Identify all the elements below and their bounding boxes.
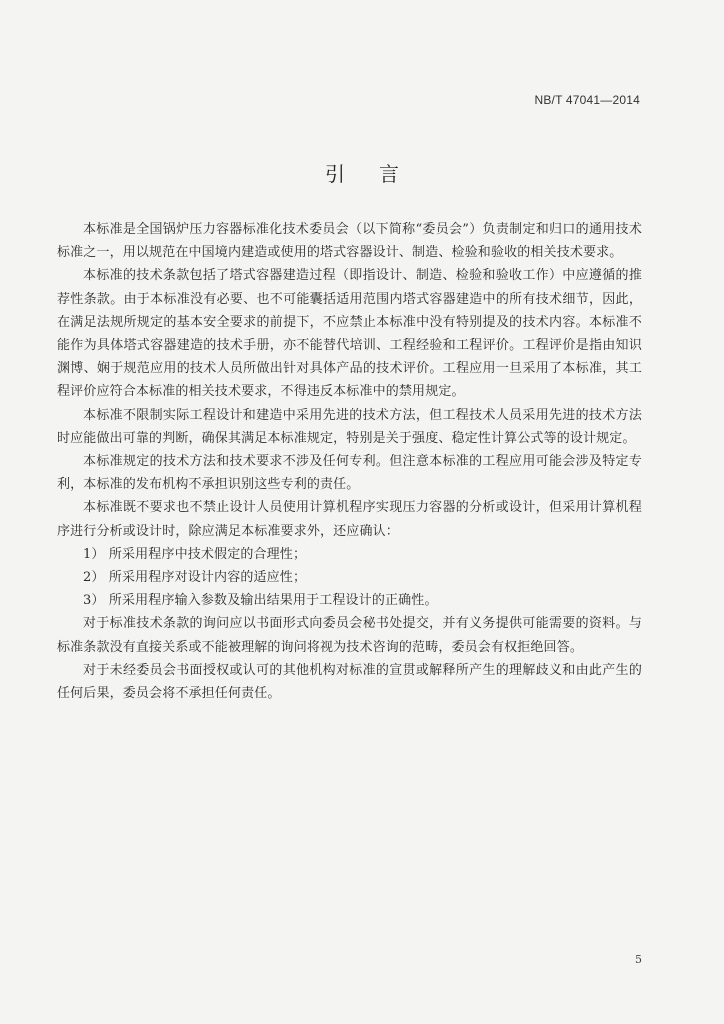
list-item: 2） 所采用程序对设计内容的适应性； (83, 570, 307, 586)
document-body (57, 218, 642, 705)
page-title: 引言 (325, 162, 433, 186)
paragraph: 本标准是全国锅炉压力容器标准化技术委员会（以下简称“委员会”）负责制定和归口的通用技术标准之一，用以规范在中国境内建造或使用的塔式容器设计、制造、检验和验收的相关技术要求。 (57, 222, 642, 261)
paragraph: 本标准既不要求也不禁止设计人员使用计算机程序实现压力容器的分析或设计，但采用计算机程序进行分析或设计时，除应满足本标准要求外，还应确认： (57, 500, 642, 539)
list-item: 3） 所采用程序输入参数及输出结果用于工程设计的正确性。 (83, 593, 438, 609)
paragraph: 本标准规定的技术方法和技术要求不涉及任何专利。但注意本标准的工程应用可能会涉及特定专利，本标准的发布机构不承担识别这些专利的责任。 (57, 454, 642, 493)
paragraph: 对于标准技术条款的询问应以书面形式向委员会秘书处提交，并有义务提供可能需要的资料。与标准条款没有直接关系或不能被理解的询问将视为技术咨询的范畴，委员会有权拒绝回答。 (57, 616, 642, 655)
standard-number: NB/T 47041—2014 (534, 93, 640, 107)
paragraph: 对于未经委员会书面授权或认可的其他机构对标准的宣贯或解释所产生的理解歧义和由此产生的任何后果，委员会将不承担任何责任。 (57, 662, 642, 702)
list-item: 1） 所采用程序中技术假定的合理性； (83, 546, 307, 562)
page-number: 5 (635, 953, 642, 966)
paragraph: 本标准不限制实际工程设计和建造中采用先进的技术方法，但工程技术人员采用先进的技术方法时应能做出可靠的判断，确保其满足本标准规定，特别是关于强度、稳定性计算公式等的设计规定。 (57, 407, 642, 446)
paragraph: 本标准的技术条款包括了塔式容器建造过程（即指设计、制造、检验和验收工作）中应遵循的推荐性条款。由于本标准没有必要、也不可能囊括适用范围内塔式容器建造中的所有技术细节，因此，在满足法规所规定的基本安全要求的前提下，不应禁止本标准中没有特别提及的技术内容。本标准不能作为具体塔式容器建造的技术手册，亦不能替代培训、工程经验和工程评价。工程评价是指由知识渊博、娴于规范应用的技术人员所做出针对具体产品的技术评价。工程应用一旦采用了本标准，其工程评价应符合本标准的相关技术要求，不得违反本标准中的禁用规定。 (57, 268, 642, 400)
